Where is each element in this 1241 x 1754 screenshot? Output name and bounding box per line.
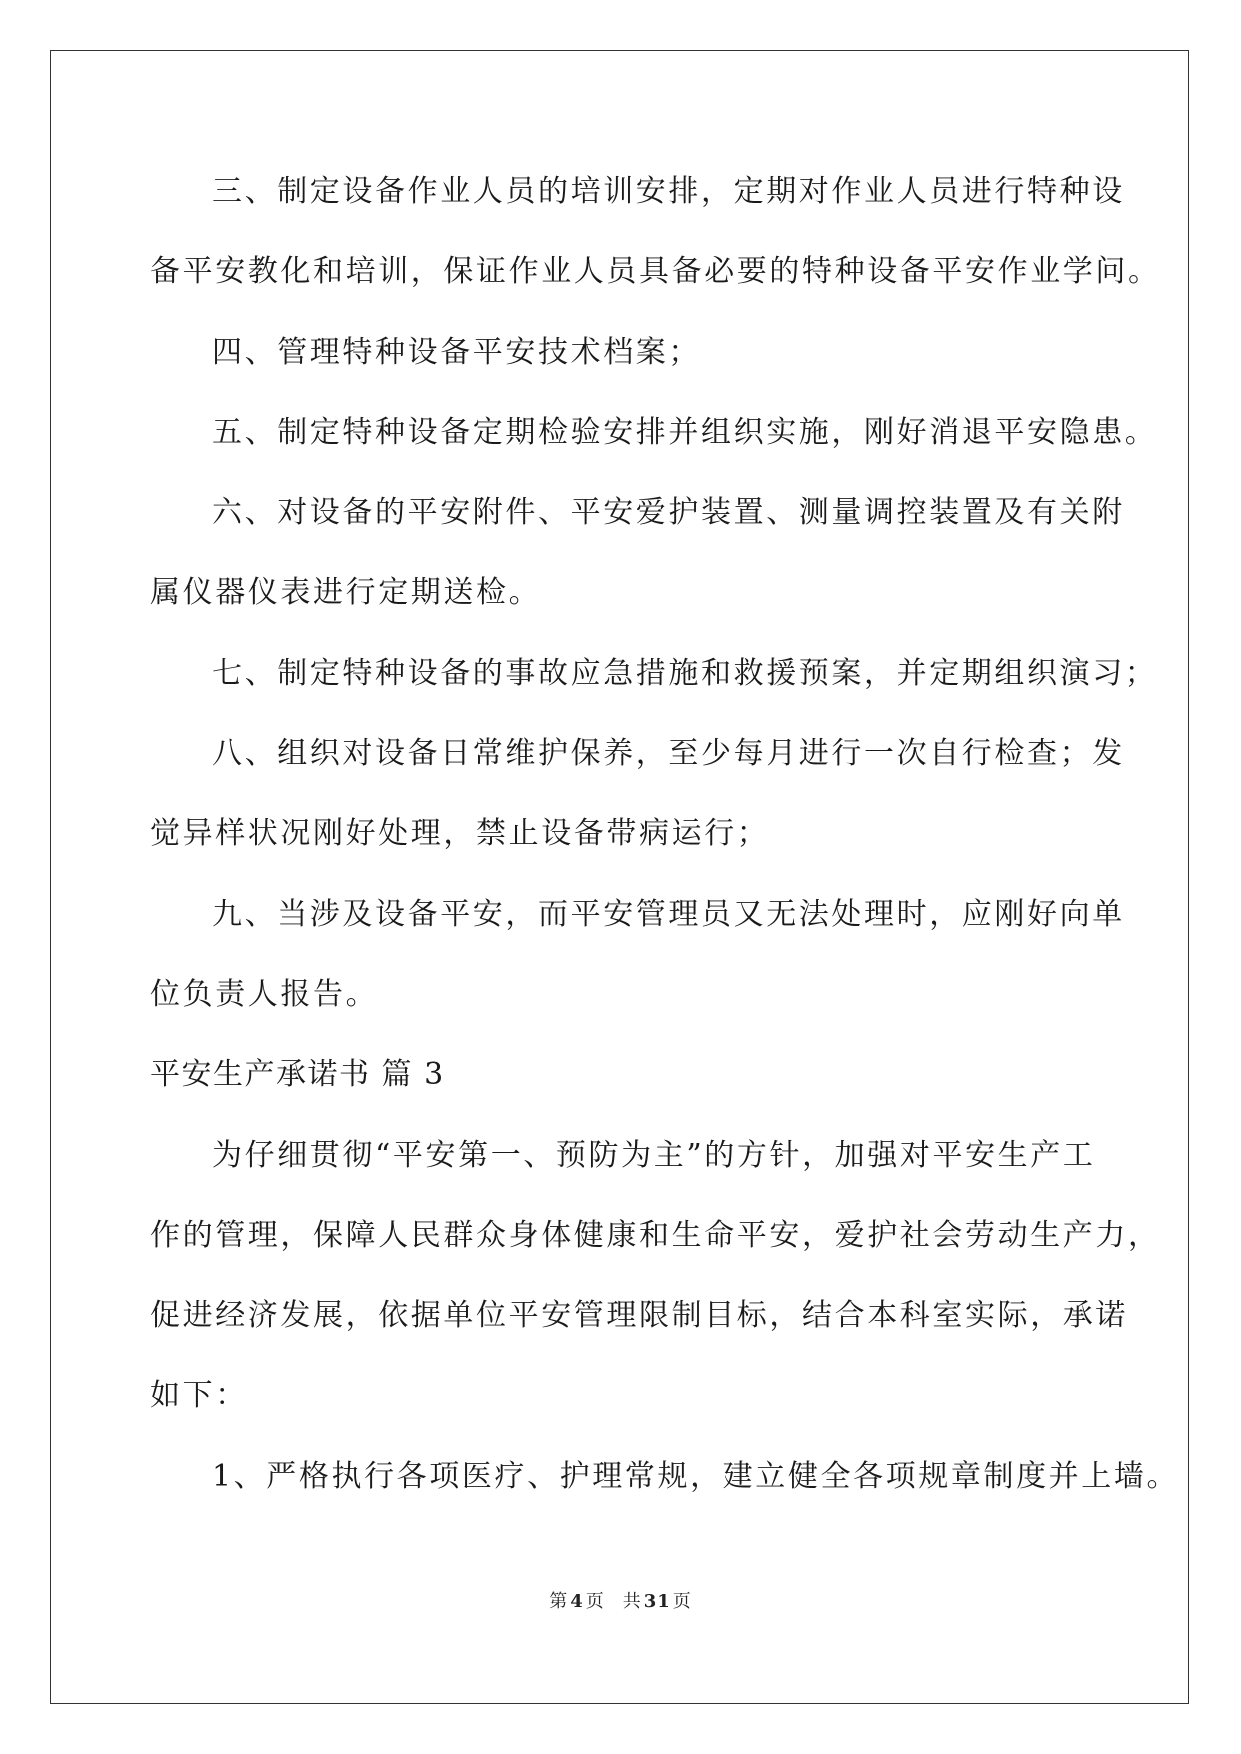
paragraph-line: 位负责人报告。 [150,976,379,1012]
paragraph-line: 作的管理，保障人民群众身体健康和生命平安，爱护社会劳动生产力， [150,1217,1161,1253]
paragraph-line: 九、当涉及设备平安，而平安管理员又无法处理时，应刚好向单 [212,896,1125,932]
paragraph-line: 觉异样状况刚好处理，禁止设备带病运行； [150,816,770,852]
paragraph-line: 1、严格执行各项医疗、护理常规，建立健全各项规章制度并上墙。 [212,1458,1180,1494]
paragraph-line: 四、管理特种设备平安技术档案； [212,334,701,370]
paragraph-line: 七、制定特种设备的事故应急措施和救援预案，并定期组织演习； [212,655,1158,691]
paragraph-line: 六、对设备的平安附件、平安爱护装置、测量调控装置及有关附 [212,495,1125,531]
total-prefix: 共 [622,1591,642,1612]
document-body [150,152,1180,1517]
paragraph-line: 三、制定设备作业人员的培训安排，定期对作业人员进行特种设 [212,174,1125,209]
paragraph-line: 如下： [150,1378,248,1414]
section-heading: 平安生产承诺书 篇 3 [150,1057,445,1093]
paragraph-line: 属仪器仪表进行定期送检。 [150,575,542,611]
page-footer [0,1587,1241,1613]
paragraph-line: 八、组织对设备日常维护保养，至少每月进行一次自行检查；发 [212,736,1125,772]
paragraph-line: 促进经济发展，依据单位平安管理限制目标，结合本科室实际，承诺 [150,1298,1128,1334]
page-suffix: 页 [585,1591,605,1612]
paragraph-line: 为仔细贯彻“平安第一、预防为主”的方针，加强对平安生产工 [212,1137,1096,1173]
total-pages: 31 [643,1591,671,1612]
total-suffix: 页 [672,1591,692,1612]
paragraph-line: 备平安教化和培训，保证作业人员具备必要的特种设备平安作业学问。 [150,254,1161,290]
paragraph-line: 五、制定特种设备定期检验安排并组织实施，刚好消退平安隐患。 [212,414,1158,450]
page-number: 4 [570,1591,584,1612]
page-prefix: 第 [549,1591,569,1612]
